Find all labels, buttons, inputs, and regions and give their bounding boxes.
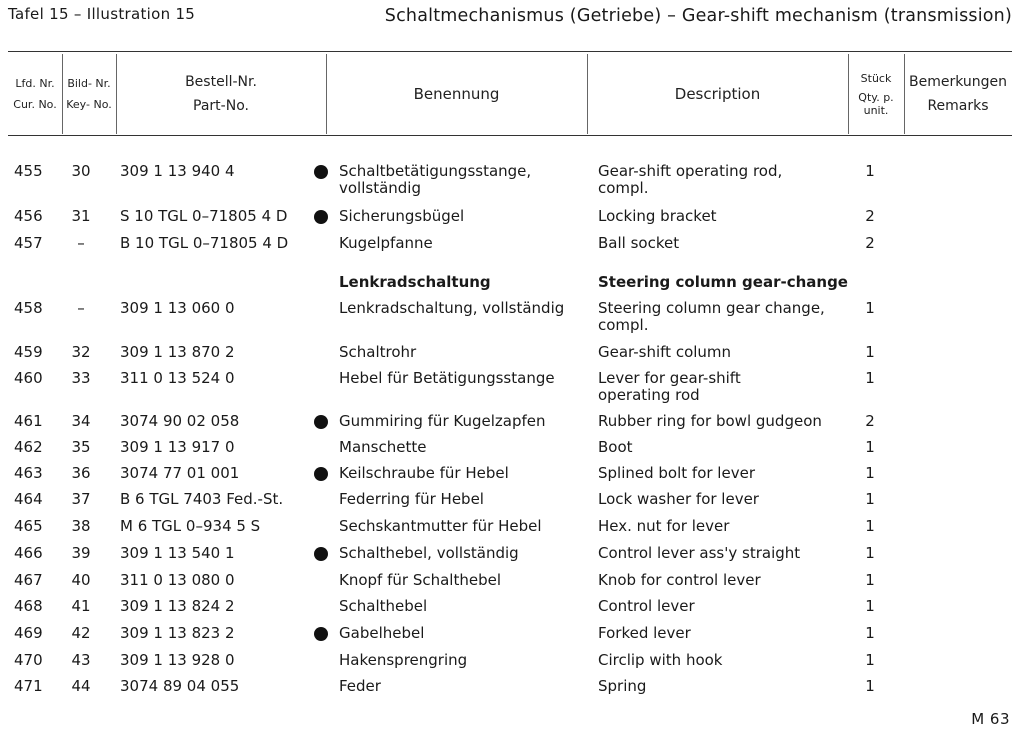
qty-cell: 1 <box>865 544 875 562</box>
description-cell-line1: Steering column gear change, <box>598 299 825 317</box>
description-cell-line2: compl. <box>598 179 649 197</box>
column-header-qty <box>848 54 904 134</box>
cur-no-cell: 458 <box>14 299 43 317</box>
description-cell <box>598 370 741 404</box>
description-cell-line1: Locking bracket <box>598 207 717 225</box>
name-cell <box>339 678 381 695</box>
description-cell-line1: Splined bolt for lever <box>598 464 755 482</box>
description-cell <box>598 625 691 642</box>
name-cell <box>339 545 519 562</box>
description-cell-line1: Boot <box>598 438 633 456</box>
bullet-dot-icon <box>314 547 328 561</box>
description-cell <box>598 518 729 535</box>
page-header-title: Schaltmechanismus (Getriebe) – Gear-shift mechanism (transmission) <box>384 6 1012 26</box>
part-no-cell: 309 1 13 917 0 <box>120 438 235 456</box>
column-header-stueck: Stück <box>860 71 892 85</box>
qty-cell: 1 <box>865 490 875 508</box>
description-cell <box>598 465 755 482</box>
key-no-cell: 35 <box>71 438 91 456</box>
column-header-bemerkungen: Bemerkungen <box>908 74 1008 90</box>
description-cell <box>598 274 848 291</box>
description-cell <box>598 652 723 669</box>
name-cell-line1: Manschette <box>339 438 427 456</box>
name-cell <box>339 413 546 430</box>
description-cell <box>598 572 761 589</box>
cur-no-cell: 459 <box>14 343 43 361</box>
column-header-cur-no <box>8 54 62 134</box>
name-cell <box>339 370 555 387</box>
qty-cell: 1 <box>865 677 875 695</box>
cur-no-cell: 464 <box>14 490 43 508</box>
description-cell <box>598 235 679 252</box>
key-no-cell: – <box>77 234 85 252</box>
qty-cell: 1 <box>865 624 875 642</box>
description-cell-line1: Control lever ass'y straight <box>598 544 801 562</box>
cur-no-cell: 463 <box>14 464 43 482</box>
table-header-bottom-rule <box>8 135 1012 136</box>
description-cell-line1: Hex. nut for lever <box>598 517 730 535</box>
key-no-cell: 43 <box>71 651 91 669</box>
qty-cell: 2 <box>865 234 875 252</box>
qty-cell: 1 <box>865 517 875 535</box>
bullet-dot-icon <box>314 627 328 641</box>
part-no-cell: 309 1 13 928 0 <box>120 651 235 669</box>
key-no-cell: 37 <box>71 490 91 508</box>
page-number: M 63 <box>971 710 1010 728</box>
part-no-cell: 309 1 13 540 1 <box>120 544 235 562</box>
name-cell <box>339 163 531 197</box>
name-cell-line1: Feder <box>339 677 381 695</box>
name-cell <box>339 208 464 225</box>
qty-cell: 1 <box>865 299 875 317</box>
name-cell <box>339 300 564 317</box>
part-no-cell: 309 1 13 940 4 <box>120 162 235 180</box>
part-no-cell: 3074 90 02 058 <box>120 412 240 430</box>
name-cell <box>339 652 467 669</box>
description-cell-line1: Gear-shift operating rod, <box>598 162 783 180</box>
bullet-dot-icon <box>314 165 328 179</box>
part-no-cell: 309 1 13 823 2 <box>120 624 235 642</box>
cur-no-cell: 470 <box>14 651 43 669</box>
cur-no-cell: 465 <box>14 517 43 535</box>
key-no-cell: 41 <box>71 597 91 615</box>
key-no-cell: 30 <box>71 162 91 180</box>
part-no-cell: 311 0 13 080 0 <box>120 571 235 589</box>
part-no-cell: 309 1 13 060 0 <box>120 299 235 317</box>
description-cell-line1: Circlip with hook <box>598 651 723 669</box>
cur-no-cell: 462 <box>14 438 43 456</box>
cur-no-cell: 456 <box>14 207 43 225</box>
description-cell <box>598 208 717 225</box>
description-cell-line1: Lock washer for lever <box>598 490 759 508</box>
column-header-key-no-label: Key- No. <box>66 98 112 111</box>
name-cell-line1: Sicherungsbügel <box>339 207 465 225</box>
column-header-description: Description <box>674 85 761 103</box>
column-header-key-no <box>62 54 116 134</box>
description-cell-line1: Spring <box>598 677 647 695</box>
name-cell <box>339 274 491 291</box>
name-cell-line1: Knopf für Schalthebel <box>339 571 501 589</box>
name-cell <box>339 439 426 456</box>
qty-cell: 1 <box>865 464 875 482</box>
key-no-cell: 31 <box>71 207 91 225</box>
column-header-qty-label: Qty. p. unit. <box>858 90 894 117</box>
column-header-part-no-label: Part-No. <box>193 98 249 114</box>
key-no-cell: 38 <box>71 517 91 535</box>
column-header-cur-no-label: Cur. No. <box>13 98 57 111</box>
description-cell-line2: operating rod <box>598 386 700 404</box>
key-no-cell: 39 <box>71 544 91 562</box>
name-cell <box>339 572 501 589</box>
key-no-cell: – <box>77 299 85 317</box>
column-header-part-no <box>116 54 326 134</box>
cur-no-cell: 461 <box>14 412 43 430</box>
qty-cell: 1 <box>865 571 875 589</box>
description-cell <box>598 413 822 430</box>
name-cell-line1: Schalthebel <box>339 597 428 615</box>
description-cell-line1: Forked lever <box>598 624 691 642</box>
bullet-dot-icon <box>314 210 328 224</box>
cur-no-cell: 457 <box>14 234 43 252</box>
description-cell-line1: Control lever <box>598 597 695 615</box>
table-top-rule <box>8 51 1012 52</box>
part-no-cell: B 6 TGL 7403 Fed.-St. <box>120 490 284 508</box>
description-cell-line1: Steering column gear-change <box>598 273 848 291</box>
bullet-dot-icon <box>314 415 328 429</box>
name-cell-line1: Gabelhebel <box>339 624 425 642</box>
name-cell-line1: Schalthebel, vollständig <box>339 544 519 562</box>
name-cell-line1: Keilschraube für Hebel <box>339 464 509 482</box>
name-cell-line1: Lenkradschaltung, vollständig <box>339 299 565 317</box>
column-header-remarks-label: Remarks <box>927 98 989 114</box>
name-cell-line1: Federring für Hebel <box>339 490 484 508</box>
part-no-cell: 3074 89 04 055 <box>120 677 240 695</box>
column-header-benennung: Benennung <box>413 85 500 103</box>
qty-cell: 2 <box>865 207 875 225</box>
name-cell-line1: Sechskantmutter für Hebel <box>339 517 542 535</box>
key-no-cell: 36 <box>71 464 91 482</box>
name-cell-line1: Lenkradschaltung <box>339 273 491 291</box>
cur-no-cell: 455 <box>14 162 43 180</box>
qty-cell: 1 <box>865 369 875 387</box>
description-cell <box>598 678 646 695</box>
key-no-cell: 32 <box>71 343 91 361</box>
key-no-cell: 34 <box>71 412 91 430</box>
part-no-cell: 309 1 13 870 2 <box>120 343 235 361</box>
part-no-cell: B 10 TGL 0–71805 4 D <box>120 234 289 252</box>
cur-no-cell: 468 <box>14 597 43 615</box>
part-no-cell: 311 0 13 524 0 <box>120 369 235 387</box>
name-cell <box>339 491 484 508</box>
key-no-cell: 44 <box>71 677 91 695</box>
cur-no-cell: 469 <box>14 624 43 642</box>
name-cell <box>339 344 416 361</box>
description-cell <box>598 439 633 456</box>
cur-no-cell: 460 <box>14 369 43 387</box>
name-cell <box>339 598 427 615</box>
name-cell-line1: Hakensprengring <box>339 651 468 669</box>
column-header-bild-nr: Bild- Nr. <box>67 77 111 90</box>
description-cell-line1: Gear-shift column <box>598 343 732 361</box>
part-no-cell: M 6 TGL 0–934 5 S <box>120 517 261 535</box>
qty-cell: 1 <box>865 597 875 615</box>
name-cell <box>339 465 509 482</box>
part-no-cell: S 10 TGL 0–71805 4 D <box>120 207 288 225</box>
name-cell-line1: Kugelpfanne <box>339 234 433 252</box>
qty-cell: 1 <box>865 438 875 456</box>
description-cell-line1: Lever for gear-shift <box>598 369 741 387</box>
key-no-cell: 42 <box>71 624 91 642</box>
column-header-remarks <box>904 54 1012 134</box>
name-cell <box>339 235 433 252</box>
name-cell <box>339 518 542 535</box>
qty-cell: 1 <box>865 343 875 361</box>
description-cell-line2: compl. <box>598 316 649 334</box>
description-cell-line1: Ball socket <box>598 234 680 252</box>
page-header-left: Tafel 15 – Illustration 15 <box>8 5 196 23</box>
description-cell-line1: Knob for control lever <box>598 571 761 589</box>
name-cell-line2: vollständig <box>339 179 421 197</box>
part-no-cell: 3074 77 01 001 <box>120 464 240 482</box>
key-no-cell: 33 <box>71 369 91 387</box>
cur-no-cell: 466 <box>14 544 43 562</box>
name-cell <box>339 625 424 642</box>
column-header-bestell-nr: Bestell-Nr. <box>185 74 257 90</box>
description-cell <box>598 163 782 197</box>
qty-cell: 1 <box>865 162 875 180</box>
description-cell <box>598 344 731 361</box>
name-cell-line1: Schaltbetätigungsstange, <box>339 162 532 180</box>
description-cell <box>598 545 800 562</box>
description-cell <box>598 491 759 508</box>
cur-no-cell: 467 <box>14 571 43 589</box>
name-cell-line1: Schaltrohr <box>339 343 417 361</box>
key-no-cell: 40 <box>71 571 91 589</box>
qty-cell: 1 <box>865 651 875 669</box>
cur-no-cell: 471 <box>14 677 43 695</box>
description-cell <box>598 300 825 334</box>
description-cell <box>598 598 695 615</box>
column-header-lfd-nr: Lfd. Nr. <box>15 77 55 90</box>
name-cell-line1: Hebel für Betätigungsstange <box>339 369 555 387</box>
description-cell-line1: Rubber ring for bowl gudgeon <box>598 412 822 430</box>
part-no-cell: 309 1 13 824 2 <box>120 597 235 615</box>
name-cell-line1: Gummiring für Kugelzapfen <box>339 412 546 430</box>
bullet-dot-icon <box>314 467 328 481</box>
qty-cell: 2 <box>865 412 875 430</box>
